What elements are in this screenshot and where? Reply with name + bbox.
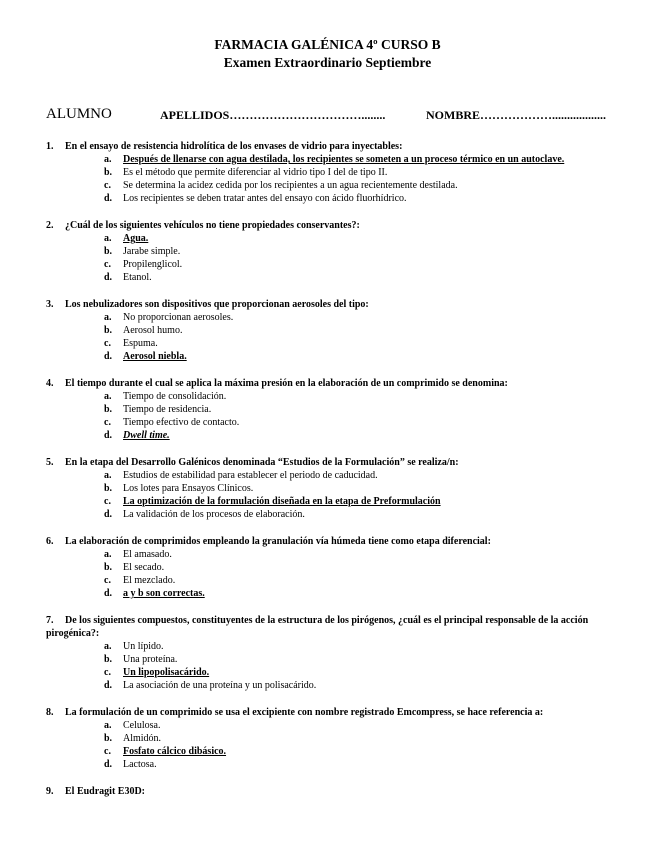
option-text: Una proteína. [123, 654, 178, 665]
option-letter: d. [104, 759, 113, 770]
question-item [46, 377, 606, 442]
option-text: Espuma. [123, 338, 158, 349]
answer-option [46, 548, 606, 561]
option-letter: b. [104, 483, 113, 494]
answer-option [46, 508, 606, 521]
question-number: 9. [46, 786, 54, 797]
option-letter: a. [104, 470, 112, 481]
option-list [46, 232, 606, 284]
option-text: Aerosol humo. [123, 325, 183, 336]
option-text: Tiempo de residencia. [123, 404, 212, 415]
question-number: 1. [46, 141, 54, 152]
question-text [46, 535, 606, 548]
option-text: Lactosa. [123, 759, 157, 770]
answer-option [46, 429, 606, 442]
answer-option [46, 245, 606, 258]
question-stem: Los nebulizadores son dispositivos que proporcionan aerosoles del tipo: [65, 299, 369, 310]
question-item [46, 614, 606, 692]
question-text [46, 377, 606, 390]
correct-option-text: Agua. [123, 233, 149, 244]
answer-option [46, 271, 606, 284]
option-letter: c. [104, 417, 111, 428]
option-letter: b. [104, 167, 113, 178]
apellidos-field: APELLIDOS……………………………........ [160, 108, 386, 122]
option-letter: a. [104, 154, 112, 165]
option-text: No proporcionan aerosoles. [123, 312, 234, 323]
option-letter: a. [104, 641, 112, 652]
question-item [46, 706, 606, 771]
option-text: Propilenglicol. [123, 259, 183, 270]
option-letter: c. [104, 496, 111, 507]
option-text: La validación de los procesos de elaboración. [123, 509, 305, 520]
option-text: Estudios de estabilidad para establecer el periodo de caducidad. [123, 470, 378, 481]
question-stem: De los siguientes compuestos, constituyentes de la estructura de los pirógenos, ¿cuál es el principal responsable de la acción pirogénica?: [46, 615, 589, 639]
option-text: El amasado. [123, 549, 172, 560]
question-item [46, 140, 606, 205]
option-text: Los lotes para Ensayos Clínicos. [123, 483, 254, 494]
option-letter: c. [104, 180, 111, 191]
option-letter: d. [104, 509, 113, 520]
option-letter: b. [104, 325, 113, 336]
question-number: 4. [46, 378, 54, 389]
answer-option [46, 258, 606, 271]
answer-option [46, 390, 606, 403]
question-number: 2. [46, 220, 54, 231]
option-text: Un lípido. [123, 641, 164, 652]
answer-option [46, 166, 606, 179]
question-stem: En la etapa del Desarrollo Galénicos denominada “Estudios de la Formulación” se realiza/n: [65, 457, 459, 468]
option-letter: c. [104, 338, 111, 349]
answer-option [46, 311, 606, 324]
option-letter: c. [104, 667, 111, 678]
answer-option [46, 337, 606, 350]
option-list [46, 153, 606, 205]
answer-option [46, 679, 606, 692]
answer-option [46, 666, 606, 679]
option-list [46, 390, 606, 442]
question-number: 8. [46, 707, 54, 718]
question-stem: El Eudragit E30D: [65, 786, 146, 797]
option-letter: b. [104, 733, 113, 744]
option-text: Celulosa. [123, 720, 161, 731]
answer-option [46, 350, 606, 363]
correct-option-text: Aerosol niebla. [123, 351, 187, 362]
option-text: Se determina la acidez cedida por los recipientes a un agua recientemente destilada. [123, 180, 458, 191]
question-item [46, 535, 606, 600]
question-stem: En el ensayo de resistencia hidrolítica de los envases de vidrio para inyectables: [65, 141, 403, 152]
answer-option [46, 403, 606, 416]
answer-option [46, 732, 606, 745]
option-text: Es el método que permite diferenciar al vidrio tipo I del de tipo II. [123, 167, 388, 178]
answer-option [46, 640, 606, 653]
question-item [46, 785, 606, 798]
option-letter: b. [104, 246, 113, 257]
question-stem: ¿Cuál de los siguientes vehículos no tiene propiedades conservantes?: [65, 220, 360, 231]
nombre-field: NOMBRE……………….................. [426, 108, 606, 122]
exam-title: Examen Extraordinario Septiembre [223, 55, 432, 70]
option-letter: c. [104, 259, 111, 270]
question-list [46, 140, 606, 812]
question-item [46, 298, 606, 363]
option-letter: b. [104, 562, 113, 573]
answer-option [46, 469, 606, 482]
answer-option [46, 482, 606, 495]
alumno-label: ALUMNO [46, 106, 112, 122]
answer-option [46, 153, 606, 166]
option-letter: a. [104, 312, 112, 323]
option-letter: c. [104, 575, 111, 586]
question-text [46, 706, 606, 719]
option-text: Almidón. [123, 733, 162, 744]
answer-option [46, 179, 606, 192]
option-list [46, 469, 606, 521]
correct-option-text: Después de llenarse con agua destilada, los recipientes se someten a un proceso térmico en un autoclave. [123, 154, 565, 165]
option-letter: d. [104, 351, 113, 362]
correct-option-text: Fosfato cálcico dibásico. [123, 746, 227, 757]
correct-option-text: Un lipopolisacárido. [123, 667, 210, 678]
correct-option-text: a y b son correctas. [123, 588, 205, 599]
question-stem: El tiempo durante el cual se aplica la máxima presión en la elaboración de un comprimido se denomina: [65, 378, 508, 389]
question-text [46, 140, 606, 153]
option-text: Los recipientes se deben tratar antes del ensayo con ácido fluorhídrico. [123, 193, 407, 204]
question-text [46, 614, 606, 640]
option-text: Tiempo efectivo de contacto. [123, 417, 240, 428]
option-list [46, 640, 606, 692]
option-letter: a. [104, 549, 112, 560]
option-letter: d. [104, 680, 113, 691]
option-text: Tiempo de consolidación. [123, 391, 227, 402]
question-text [46, 785, 606, 798]
answer-option [46, 232, 606, 245]
option-list [46, 311, 606, 363]
question-item [46, 456, 606, 521]
option-text: El mezclado. [123, 575, 176, 586]
question-number: 7. [46, 615, 54, 626]
option-letter: d. [104, 430, 113, 441]
option-letter: c. [104, 746, 111, 757]
question-number: 5. [46, 457, 54, 468]
option-text: Etanol. [123, 272, 152, 283]
option-letter: b. [104, 654, 113, 665]
answer-option [46, 495, 606, 508]
question-text [46, 456, 606, 469]
student-info-row [46, 107, 646, 125]
option-letter: d. [104, 272, 113, 283]
option-list [46, 719, 606, 771]
option-letter: d. [104, 193, 113, 204]
option-letter: d. [104, 588, 113, 599]
answer-option [46, 192, 606, 205]
question-number: 3. [46, 299, 54, 310]
option-letter: b. [104, 404, 113, 415]
answer-option [46, 324, 606, 337]
option-list [46, 548, 606, 600]
answer-option [46, 758, 606, 771]
question-stem: La formulación de un comprimido se usa el excipiente con nombre registrado Emcompress, se hace referencia a: [65, 707, 544, 718]
answer-option [46, 574, 606, 587]
answer-option [46, 587, 606, 600]
answer-option [46, 745, 606, 758]
correct-option-text: La optimización de la formulación diseñada en la etapa de Preformulación [123, 496, 441, 507]
option-letter: a. [104, 720, 112, 731]
course-title: FARMACIA GALÉNICA 4º CURSO B [214, 37, 441, 52]
question-text [46, 298, 606, 311]
answer-option [46, 416, 606, 429]
answer-option [46, 653, 606, 666]
option-letter: a. [104, 233, 112, 244]
question-number: 6. [46, 536, 54, 547]
option-letter: a. [104, 391, 112, 402]
option-text: El secado. [123, 562, 165, 573]
option-text: Jarabe simple. [123, 246, 181, 257]
option-text: La asociación de una proteína y un polisacárido. [123, 680, 317, 691]
answer-option [46, 561, 606, 574]
question-text [46, 219, 606, 232]
question-item [46, 219, 606, 284]
correct-option-text: Dwell time. [123, 430, 170, 441]
document-header [0, 36, 655, 72]
answer-option [46, 719, 606, 732]
question-stem: La elaboración de comprimidos empleando la granulación vía húmeda tiene como etapa diferencial: [65, 536, 491, 547]
